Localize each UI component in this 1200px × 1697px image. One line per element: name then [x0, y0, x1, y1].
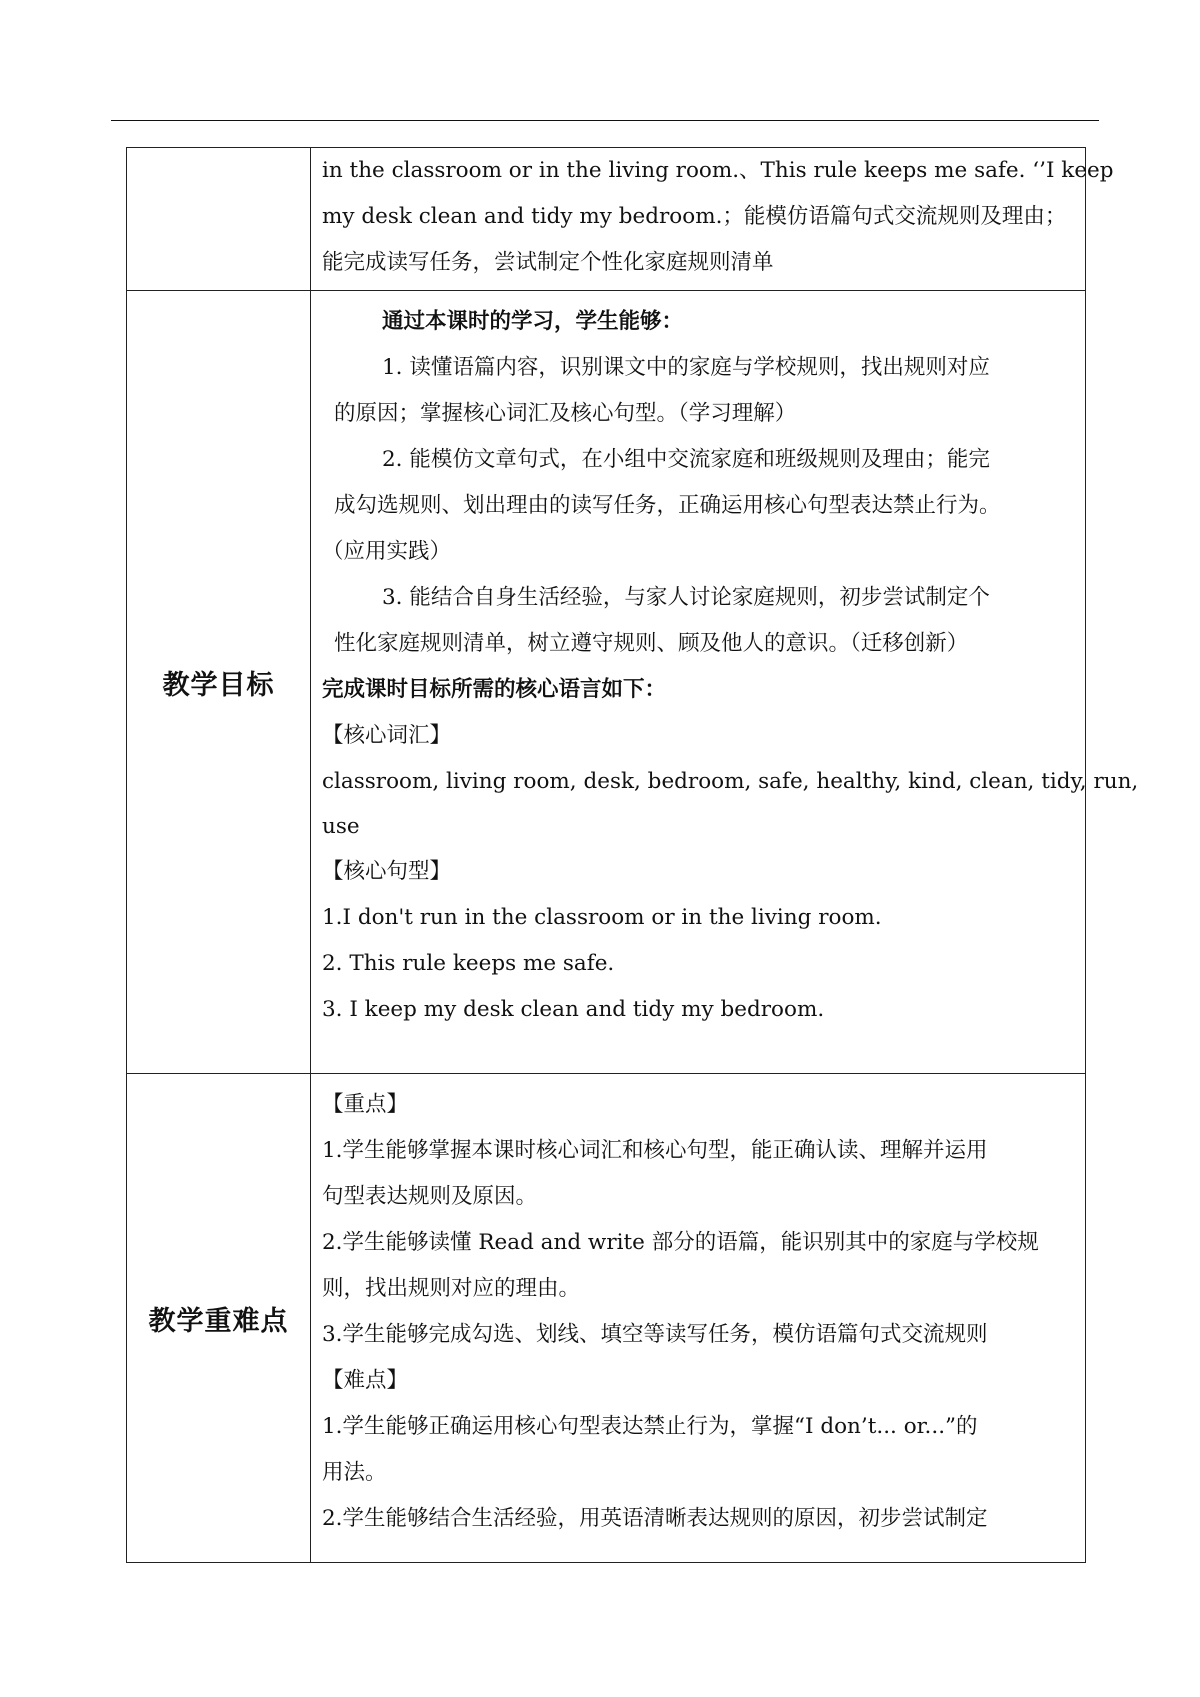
- objectives-intro: 通过本课时的学习，学生能够：: [382, 309, 684, 334]
- objective-3-line-2: 性化家庭规则清单，树立遵守规则、顾及他人的意识。（迁移创新）: [334, 631, 969, 656]
- objective-2-line-3: （应用实践）: [322, 539, 452, 564]
- row-content-continued: [311, 148, 1114, 291]
- core-pattern-3: 3. I keep my desk clean and tidy my bedroom.: [322, 997, 825, 1022]
- objective-3-line-1: 3. 能结合自身生活经验，与家人讨论家庭规则，初步尝试制定个: [382, 585, 990, 610]
- table-row: [127, 291, 1086, 1074]
- text-line: my desk clean and tidy my bedroom.；能模仿语篇句式交流规则及理由；: [322, 204, 1067, 229]
- core-vocabulary-line-2: use: [322, 814, 360, 839]
- core-language-intro: 完成课时目标所需的核心语言如下：: [322, 677, 667, 702]
- row-label-key-difficult-points: 教学重难点: [127, 1074, 311, 1563]
- row-label-cell-empty: [127, 148, 311, 291]
- core-vocabulary-heading: 【核心词汇】: [322, 723, 452, 748]
- objective-2-line-2: 成勾选规则、划出理由的读写任务，正确运用核心句型表达禁止行为。: [334, 493, 1001, 518]
- core-patterns-heading: 【核心句型】: [322, 859, 452, 884]
- key-point-2-line-1: 2.学生能够读懂 Read and write 部分的语篇，能识别其中的家庭与学校规: [322, 1230, 1039, 1255]
- row-label-teaching-objectives: 教学目标: [127, 291, 311, 1074]
- table-row: [127, 1074, 1086, 1563]
- key-point-2-line-2: 则，找出规则对应的理由。: [322, 1276, 581, 1301]
- lesson-plan-table: [126, 147, 1139, 1563]
- teaching-objectives-content: [311, 291, 1139, 1074]
- difficult-point-2-line-1: 2.学生能够结合生活经验，用英语清晰表达规则的原因，初步尝试制定: [322, 1506, 988, 1531]
- key-points-heading: 【重点】: [322, 1092, 409, 1117]
- header-rule: [111, 120, 1099, 121]
- key-difficult-points-content: [311, 1074, 1086, 1563]
- core-pattern-1: 1.I don't run in the classroom or in the living room.: [322, 905, 882, 930]
- objective-1-line-2: 的原因；掌握核心词汇及核心句型。（学习理解）: [334, 401, 797, 426]
- key-point-1-line-1: 1.学生能够掌握本课时核心词汇和核心句型，能正确认读、理解并运用: [322, 1138, 988, 1163]
- objective-1-line-1: 1. 读懂语篇内容，识别课文中的家庭与学校规则，找出规则对应: [382, 355, 990, 380]
- table-row: [127, 148, 1086, 291]
- objective-2-line-1: 2. 能模仿文章句式，在小组中交流家庭和班级规则及理由；能完: [382, 447, 990, 472]
- difficult-points-heading: 【难点】: [322, 1368, 409, 1393]
- core-pattern-2: 2. This rule keeps me safe.: [322, 951, 615, 976]
- text-line: in the classroom or in the living room.、This rule keeps me safe. ‘’I keep: [322, 158, 1114, 183]
- text-line: 能完成读写任务，尝试制定个性化家庭规则清单: [322, 250, 774, 275]
- difficult-point-1-line-2: 用法。: [322, 1460, 387, 1485]
- key-point-1-line-2: 句型表达规则及原因。: [322, 1184, 538, 1209]
- core-vocabulary-line-1: classroom, living room, desk, bedroom, safe, healthy, kind, clean, tidy, run,: [322, 769, 1139, 794]
- key-point-3-line-1: 3.学生能够完成勾选、划线、填空等读写任务，模仿语篇句式交流规则: [322, 1322, 988, 1347]
- difficult-point-1-line-1: 1.学生能够正确运用核心句型表达禁止行为，掌握“I don’t... or...”的: [322, 1414, 978, 1439]
